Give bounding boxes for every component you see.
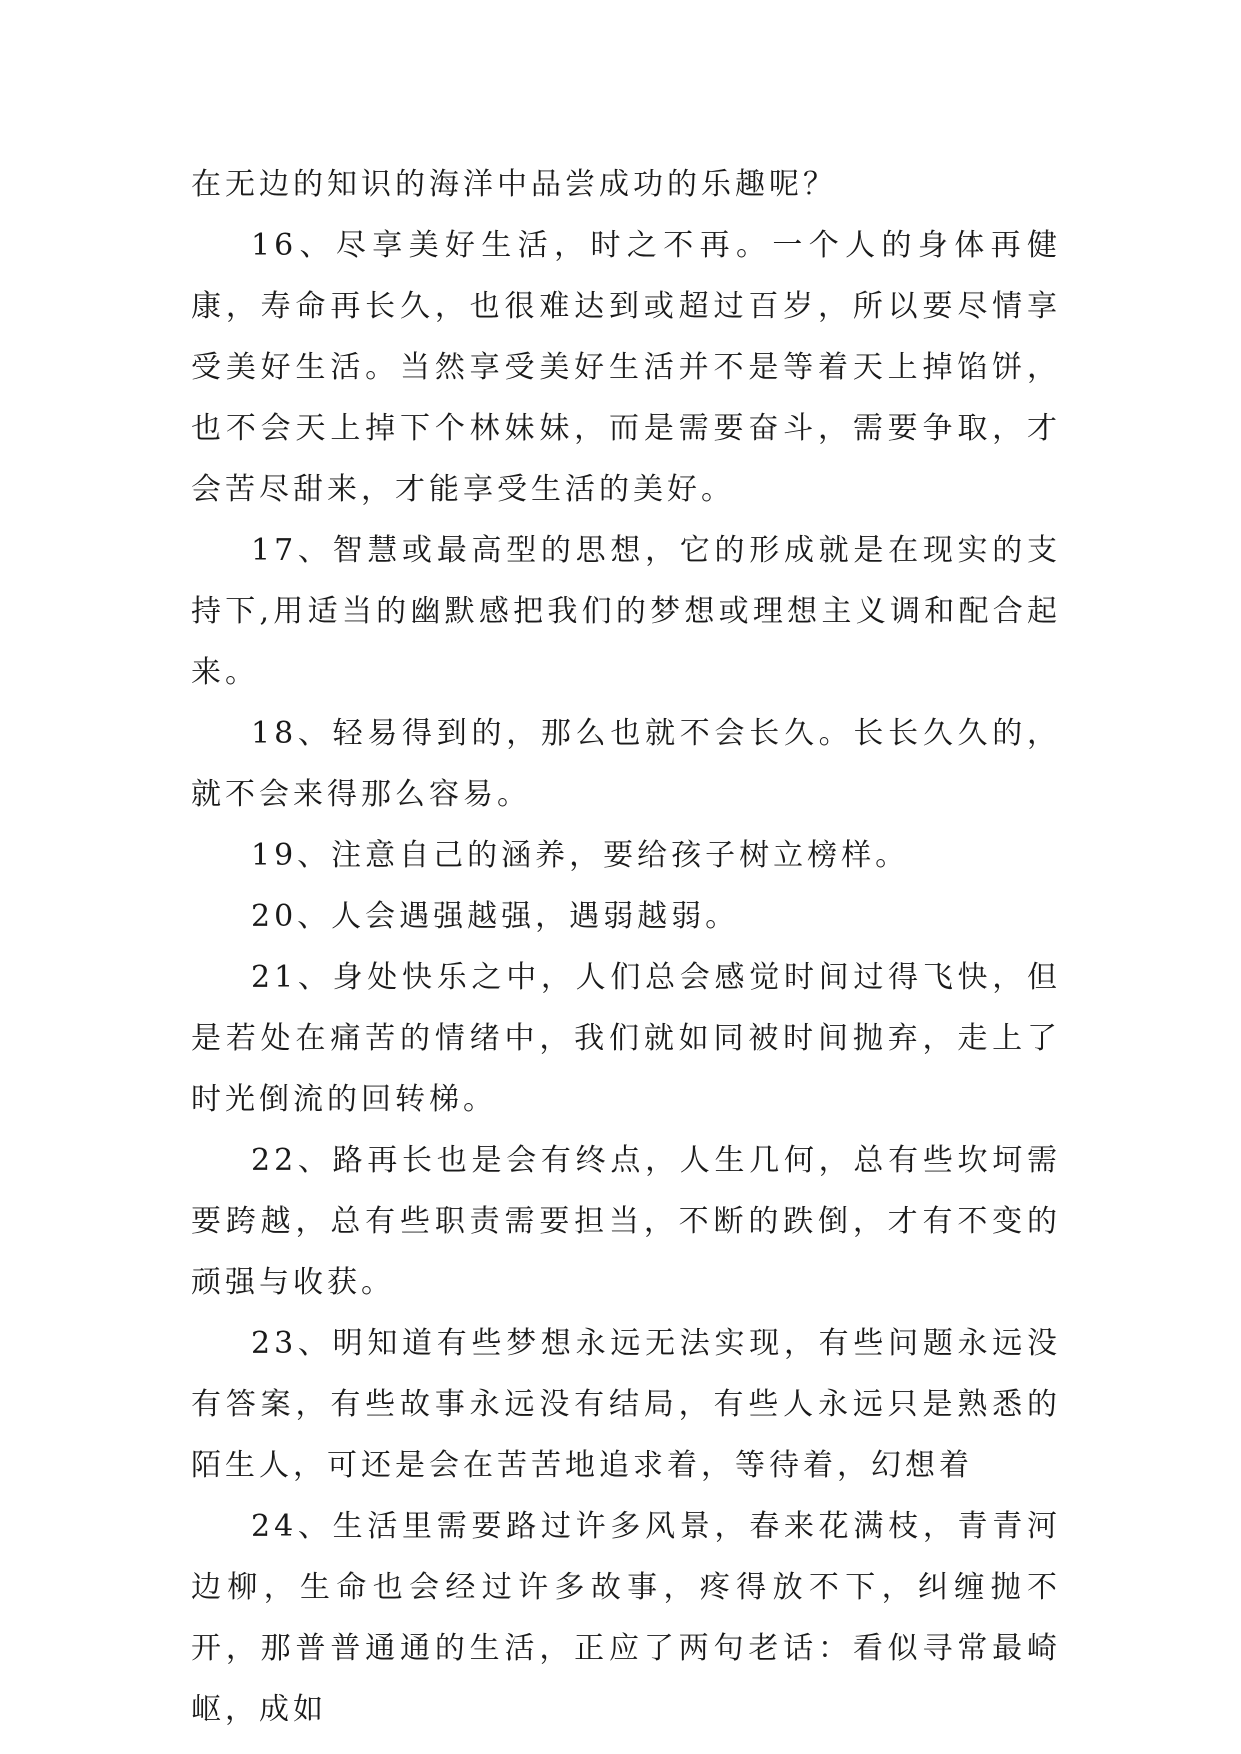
paragraph-17: 17、智慧或最高型的思想，它的形成就是在现实的支持下,用适当的幽默感把我们的梦想或理想主义调和配合起来。 xyxy=(191,533,1061,690)
paragraph-23: 23、明知道有些梦想永远无法实现，有些问题永远没有答案，有些故事永远没有结局，有些人永远只是熟悉的陌生人，可还是会在苦苦地追求着，等待着，幻想着 xyxy=(191,1326,1061,1483)
paragraph-19: 19、注意自己的涵养，要给孩子树立榜样。 xyxy=(251,838,910,873)
document-body xyxy=(191,154,1061,1740)
paragraph-24: 24、生活里需要路过许多风景，春来花满枝，青青河边柳，生命也会经过许多故事，疼得放不下，纠缠抛不开，那普普通通的生活，正应了两句老话：看似寻常最崎岖，成如 xyxy=(191,1509,1061,1727)
paragraph-15-continued: 在无边的知识的海洋中品尝成功的乐趣呢？ xyxy=(191,167,837,202)
paragraph-18: 18、轻易得到的，那么也就不会长久。长长久久的，就不会来得那么容易。 xyxy=(191,716,1061,812)
paragraph-16: 16、尽享美好生活，时之不再。一个人的身体再健康，寿命再长久，也很难达到或超过百岁，所以要尽情享受美好生活。当然享受美好生活并不是等着天上掉馅饼，也不会天上掉下个林妹妹，而是需要奋斗，需要争取，才会苦尽甜来，才能享受生活的美好。 xyxy=(191,228,1061,507)
paragraph-21: 21、身处快乐之中，人们总会感觉时间过得飞快，但是若处在痛苦的情绪中，我们就如同被时间抛弃，走上了时光倒流的回转梯。 xyxy=(191,960,1061,1117)
paragraph-22: 22、路再长也是会有终点，人生几何，总有些坎坷需要跨越，总有些职责需要担当，不断的跌倒，才有不变的顽强与收获。 xyxy=(191,1143,1061,1300)
paragraph-20: 20、人会遇强越强，遇弱越弱。 xyxy=(251,899,740,934)
